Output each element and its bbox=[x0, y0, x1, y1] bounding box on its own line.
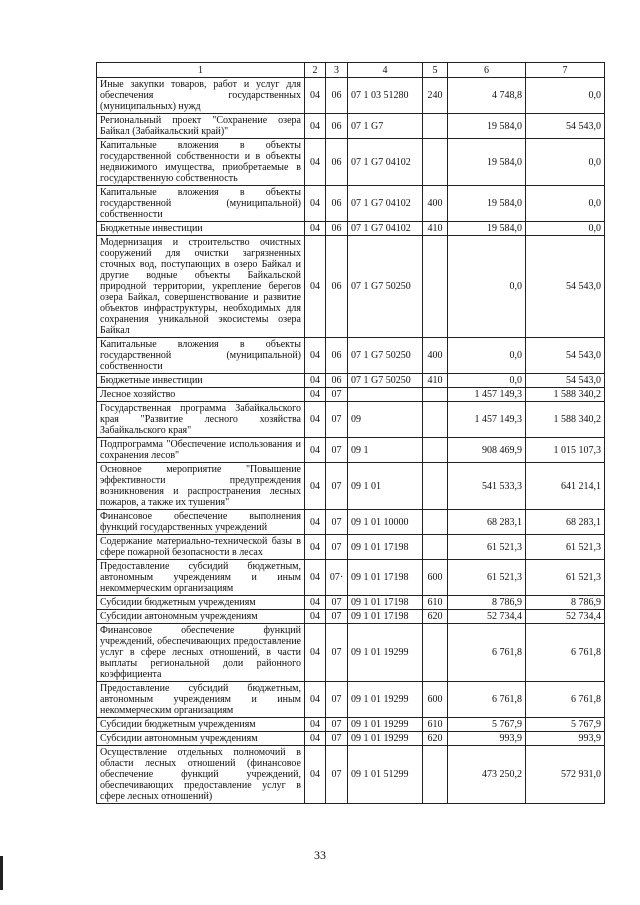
expense-type-cell: 240 bbox=[423, 78, 448, 114]
expense-type-cell: 610 bbox=[423, 718, 448, 732]
table-row bbox=[97, 374, 605, 388]
row-name-cell: Финансовое обеспечение выполнения функций государственных учреждений bbox=[97, 510, 305, 535]
amount-year1-cell: 52 734,4 bbox=[448, 610, 526, 624]
target-article-cell: 09 1 01 19299 bbox=[348, 718, 423, 732]
table-row bbox=[97, 186, 605, 222]
section-code-cell: 04 bbox=[305, 596, 326, 610]
expense-type-cell: 600 bbox=[423, 560, 448, 596]
table-row bbox=[97, 560, 605, 596]
row-name-cell: Подпрограмма "Обеспечение использования и сохранения лесов" bbox=[97, 438, 305, 463]
section-code-cell: 04 bbox=[305, 402, 326, 438]
amount-year2-cell: 0,0 bbox=[526, 139, 605, 186]
section-code-cell: 04 bbox=[305, 438, 326, 463]
subsection-code-cell: 06 bbox=[326, 374, 348, 388]
amount-year2-cell: 993,9 bbox=[526, 732, 605, 746]
header-row bbox=[97, 63, 605, 78]
expense-type-cell bbox=[423, 236, 448, 338]
table-row bbox=[97, 535, 605, 560]
amount-year2-cell: 572 931,0 bbox=[526, 746, 605, 804]
row-name-cell: Капитальные вложения в объекты государственной собственности и в объекты недвижимого имущества, приобретаемые в государственную собственность bbox=[97, 139, 305, 186]
target-article-cell: 07 1 G7 50250 bbox=[348, 338, 423, 374]
subsection-code-cell: 07· bbox=[326, 560, 348, 596]
expense-type-cell bbox=[423, 463, 448, 510]
section-code-cell: 04 bbox=[305, 139, 326, 186]
target-article-cell: 09 1 01 17198 bbox=[348, 610, 423, 624]
header-cell: 2 bbox=[305, 63, 326, 78]
target-article-cell: 09 1 01 bbox=[348, 463, 423, 510]
amount-year2-cell: 6 761,8 bbox=[526, 624, 605, 682]
expense-type-cell bbox=[423, 510, 448, 535]
section-code-cell: 04 bbox=[305, 338, 326, 374]
table-row bbox=[97, 338, 605, 374]
amount-year2-cell: 61 521,3 bbox=[526, 535, 605, 560]
table-row bbox=[97, 624, 605, 682]
header-cell: 5 bbox=[423, 63, 448, 78]
expense-type-cell: 610 bbox=[423, 596, 448, 610]
row-name-cell: Субсидии автономным учреждениям bbox=[97, 610, 305, 624]
table-row bbox=[97, 463, 605, 510]
expense-type-cell: 410 bbox=[423, 374, 448, 388]
expense-type-cell: 400 bbox=[423, 338, 448, 374]
row-name-cell: Субсидии автономным учреждениям bbox=[97, 732, 305, 746]
table-row bbox=[97, 718, 605, 732]
subsection-code-cell: 06 bbox=[326, 236, 348, 338]
amount-year2-cell: 6 761,8 bbox=[526, 682, 605, 718]
section-code-cell: 04 bbox=[305, 746, 326, 804]
expense-type-cell: 410 bbox=[423, 222, 448, 236]
section-code-cell: 04 bbox=[305, 610, 326, 624]
amount-year2-cell: 1 015 107,3 bbox=[526, 438, 605, 463]
amount-year1-cell: 1 457 149,3 bbox=[448, 402, 526, 438]
row-name-cell: Субсидии бюджетным учреждениям bbox=[97, 596, 305, 610]
subsection-code-cell: 06 bbox=[326, 114, 348, 139]
header-cell: 4 bbox=[348, 63, 423, 78]
row-name-cell: Бюджетные инвестиции bbox=[97, 374, 305, 388]
row-name-cell: Бюджетные инвестиции bbox=[97, 222, 305, 236]
amount-year1-cell: 0,0 bbox=[448, 236, 526, 338]
amount-year2-cell: 61 521,3 bbox=[526, 560, 605, 596]
target-article-cell: 07 1 03 51280 bbox=[348, 78, 423, 114]
amount-year2-cell: 68 283,1 bbox=[526, 510, 605, 535]
section-code-cell: 04 bbox=[305, 186, 326, 222]
expense-type-cell: 620 bbox=[423, 732, 448, 746]
row-name-cell: Основное мероприятие "Повышение эффективности предупреждения возникновения и распространения лесных пожаров, а также их тушения" bbox=[97, 463, 305, 510]
amount-year1-cell: 68 283,1 bbox=[448, 510, 526, 535]
subsection-code-cell: 07 bbox=[326, 624, 348, 682]
target-article-cell: 07 1 G7 bbox=[348, 114, 423, 139]
subsection-code-cell: 06 bbox=[326, 222, 348, 236]
section-code-cell: 04 bbox=[305, 560, 326, 596]
amount-year2-cell: 54 543,0 bbox=[526, 374, 605, 388]
row-name-cell: Капитальные вложения в объекты государственной (муниципальной) собственности bbox=[97, 186, 305, 222]
row-name-cell: Предоставление субсидий бюджетным, автономным учреждениям и иным некоммерческим организациям bbox=[97, 560, 305, 596]
amount-year1-cell: 6 761,8 bbox=[448, 624, 526, 682]
expense-type-cell bbox=[423, 438, 448, 463]
section-code-cell: 04 bbox=[305, 463, 326, 510]
header-cell: 3 bbox=[326, 63, 348, 78]
target-article-cell: 09 1 01 51299 bbox=[348, 746, 423, 804]
section-code-cell: 04 bbox=[305, 388, 326, 402]
row-name-cell: Региональный проект "Сохранение озера Байкал (Забайкальский край)" bbox=[97, 114, 305, 139]
subsection-code-cell: 07 bbox=[326, 596, 348, 610]
amount-year2-cell: 54 543,0 bbox=[526, 338, 605, 374]
row-name-cell: Модернизация и строительство очистных сооружений для очистки загрязненных сточных вод, поступающих в озеро Байкал и другие водные объекты Байкальской природной территории, укрепление берегов озера Байкал, совершенствование и развитие объектов инфраструктуры, необходимых для сохранения уникальной экосистемы озера Байкал bbox=[97, 236, 305, 338]
amount-year2-cell: 54 543,0 bbox=[526, 114, 605, 139]
table-row bbox=[97, 114, 605, 139]
amount-year2-cell: 0,0 bbox=[526, 78, 605, 114]
section-code-cell: 04 bbox=[305, 222, 326, 236]
target-article-cell: 07 1 G7 50250 bbox=[348, 236, 423, 338]
target-article-cell: 09 1 01 17198 bbox=[348, 560, 423, 596]
amount-year1-cell: 473 250,2 bbox=[448, 746, 526, 804]
subsection-code-cell: 07 bbox=[326, 510, 348, 535]
amount-year1-cell: 8 786,9 bbox=[448, 596, 526, 610]
target-article-cell: 07 1 G7 04102 bbox=[348, 139, 423, 186]
table-row bbox=[97, 746, 605, 804]
amount-year2-cell: 1 588 340,2 bbox=[526, 402, 605, 438]
section-code-cell: 04 bbox=[305, 236, 326, 338]
section-code-cell: 04 bbox=[305, 510, 326, 535]
expense-type-cell bbox=[423, 402, 448, 438]
section-code-cell: 04 bbox=[305, 374, 326, 388]
subsection-code-cell: 07 bbox=[326, 402, 348, 438]
subsection-code-cell: 06 bbox=[326, 186, 348, 222]
section-code-cell: 04 bbox=[305, 535, 326, 560]
target-article-cell: 09 1 bbox=[348, 438, 423, 463]
header-cell: 6 bbox=[448, 63, 526, 78]
expense-type-cell: 620 bbox=[423, 610, 448, 624]
row-name-cell: Субсидии бюджетным учреждениям bbox=[97, 718, 305, 732]
section-code-cell: 04 bbox=[305, 718, 326, 732]
amount-year1-cell: 6 761,8 bbox=[448, 682, 526, 718]
row-name-cell: Предоставление субсидий бюджетным, автономным учреждениям и иным некоммерческим организациям bbox=[97, 682, 305, 718]
target-article-cell: 09 1 01 17198 bbox=[348, 535, 423, 560]
section-code-cell: 04 bbox=[305, 114, 326, 139]
subsection-code-cell: 07 bbox=[326, 438, 348, 463]
subsection-code-cell: 07 bbox=[326, 718, 348, 732]
table-row bbox=[97, 78, 605, 114]
amount-year1-cell: 19 584,0 bbox=[448, 139, 526, 186]
amount-year1-cell: 0,0 bbox=[448, 338, 526, 374]
amount-year1-cell: 5 767,9 bbox=[448, 718, 526, 732]
row-name-cell: Иные закупки товаров, работ и услуг для обеспечения государственных (муниципальных) нужд bbox=[97, 78, 305, 114]
subsection-code-cell: 07 bbox=[326, 682, 348, 718]
subsection-code-cell: 07 bbox=[326, 463, 348, 510]
page-number: 33 bbox=[314, 848, 326, 862]
row-name-cell: Государственная программа Забайкальского края "Развитие лесного хозяйства Забайкальского края" bbox=[97, 402, 305, 438]
amount-year2-cell: 641 214,1 bbox=[526, 463, 605, 510]
row-name-cell: Осуществление отдельных полномочий в области лесных отношений (финансовое обеспечение функций учреждений, обеспечивающих предоставление услуг в сфере лесных отношений) bbox=[97, 746, 305, 804]
amount-year2-cell: 5 767,9 bbox=[526, 718, 605, 732]
section-code-cell: 04 bbox=[305, 682, 326, 718]
expense-type-cell bbox=[423, 139, 448, 186]
target-article-cell: 09 1 01 19299 bbox=[348, 682, 423, 718]
amount-year2-cell: 0,0 bbox=[526, 222, 605, 236]
amount-year2-cell: 54 543,0 bbox=[526, 236, 605, 338]
table-row bbox=[97, 596, 605, 610]
target-article-cell: 09 bbox=[348, 402, 423, 438]
expense-type-cell bbox=[423, 746, 448, 804]
subsection-code-cell: 06 bbox=[326, 139, 348, 186]
table-row bbox=[97, 438, 605, 463]
header-cell: 7 bbox=[526, 63, 605, 78]
amount-year1-cell: 908 469,9 bbox=[448, 438, 526, 463]
table-row bbox=[97, 222, 605, 236]
amount-year1-cell: 541 533,3 bbox=[448, 463, 526, 510]
target-article-cell: 07 1 G7 04102 bbox=[348, 186, 423, 222]
amount-year2-cell: 52 734,4 bbox=[526, 610, 605, 624]
table-row bbox=[97, 236, 605, 338]
target-article-cell: 09 1 01 19299 bbox=[348, 732, 423, 746]
row-name-cell: Капитальные вложения в объекты государственной (муниципальной) собственности bbox=[97, 338, 305, 374]
target-article-cell: 09 1 01 17198 bbox=[348, 596, 423, 610]
table-row bbox=[97, 510, 605, 535]
table-row bbox=[97, 682, 605, 718]
subsection-code-cell: 06 bbox=[326, 338, 348, 374]
row-name-cell: Содержание материально-технической базы в сфере пожарной безопасности в лесах bbox=[97, 535, 305, 560]
subsection-code-cell: 07 bbox=[326, 388, 348, 402]
amount-year1-cell: 61 521,3 bbox=[448, 535, 526, 560]
expense-type-cell bbox=[423, 624, 448, 682]
section-code-cell: 04 bbox=[305, 78, 326, 114]
amount-year1-cell: 19 584,0 bbox=[448, 186, 526, 222]
amount-year2-cell: 0,0 bbox=[526, 186, 605, 222]
target-article-cell: 09 1 01 10000 bbox=[348, 510, 423, 535]
amount-year1-cell: 0,0 bbox=[448, 374, 526, 388]
subsection-code-cell: 07 bbox=[326, 610, 348, 624]
row-name-cell: Финансовое обеспечение функций учреждений, обеспечивающих предоставление услуг в сфере лесных отношений, в части выплаты региональной доли районного коэффициента bbox=[97, 624, 305, 682]
budget-table bbox=[96, 62, 605, 804]
section-code-cell: 04 bbox=[305, 732, 326, 746]
header-cell: 1 bbox=[97, 63, 305, 78]
amount-year1-cell: 4 748,8 bbox=[448, 78, 526, 114]
target-article-cell: 09 1 01 19299 bbox=[348, 624, 423, 682]
row-name-cell: Лесное хозяйство bbox=[97, 388, 305, 402]
target-article-cell: 07 1 G7 50250 bbox=[348, 374, 423, 388]
expense-type-cell bbox=[423, 388, 448, 402]
amount-year1-cell: 1 457 149,3 bbox=[448, 388, 526, 402]
amount-year1-cell: 993,9 bbox=[448, 732, 526, 746]
table-row bbox=[97, 402, 605, 438]
amount-year1-cell: 19 584,0 bbox=[448, 222, 526, 236]
subsection-code-cell: 06 bbox=[326, 78, 348, 114]
expense-type-cell: 400 bbox=[423, 186, 448, 222]
subsection-code-cell: 07 bbox=[326, 732, 348, 746]
target-article-cell: 07 1 G7 04102 bbox=[348, 222, 423, 236]
amount-year1-cell: 19 584,0 bbox=[448, 114, 526, 139]
expense-type-cell bbox=[423, 535, 448, 560]
subsection-code-cell: 07 bbox=[326, 746, 348, 804]
amount-year2-cell: 1 588 340,2 bbox=[526, 388, 605, 402]
table-row bbox=[97, 610, 605, 624]
table-row bbox=[97, 732, 605, 746]
expense-type-cell: 600 bbox=[423, 682, 448, 718]
target-article-cell bbox=[348, 388, 423, 402]
section-code-cell: 04 bbox=[305, 624, 326, 682]
amount-year2-cell: 8 786,9 bbox=[526, 596, 605, 610]
table-row bbox=[97, 388, 605, 402]
expense-type-cell bbox=[423, 114, 448, 139]
subsection-code-cell: 07 bbox=[326, 535, 348, 560]
amount-year1-cell: 61 521,3 bbox=[448, 560, 526, 596]
table-row bbox=[97, 139, 605, 186]
